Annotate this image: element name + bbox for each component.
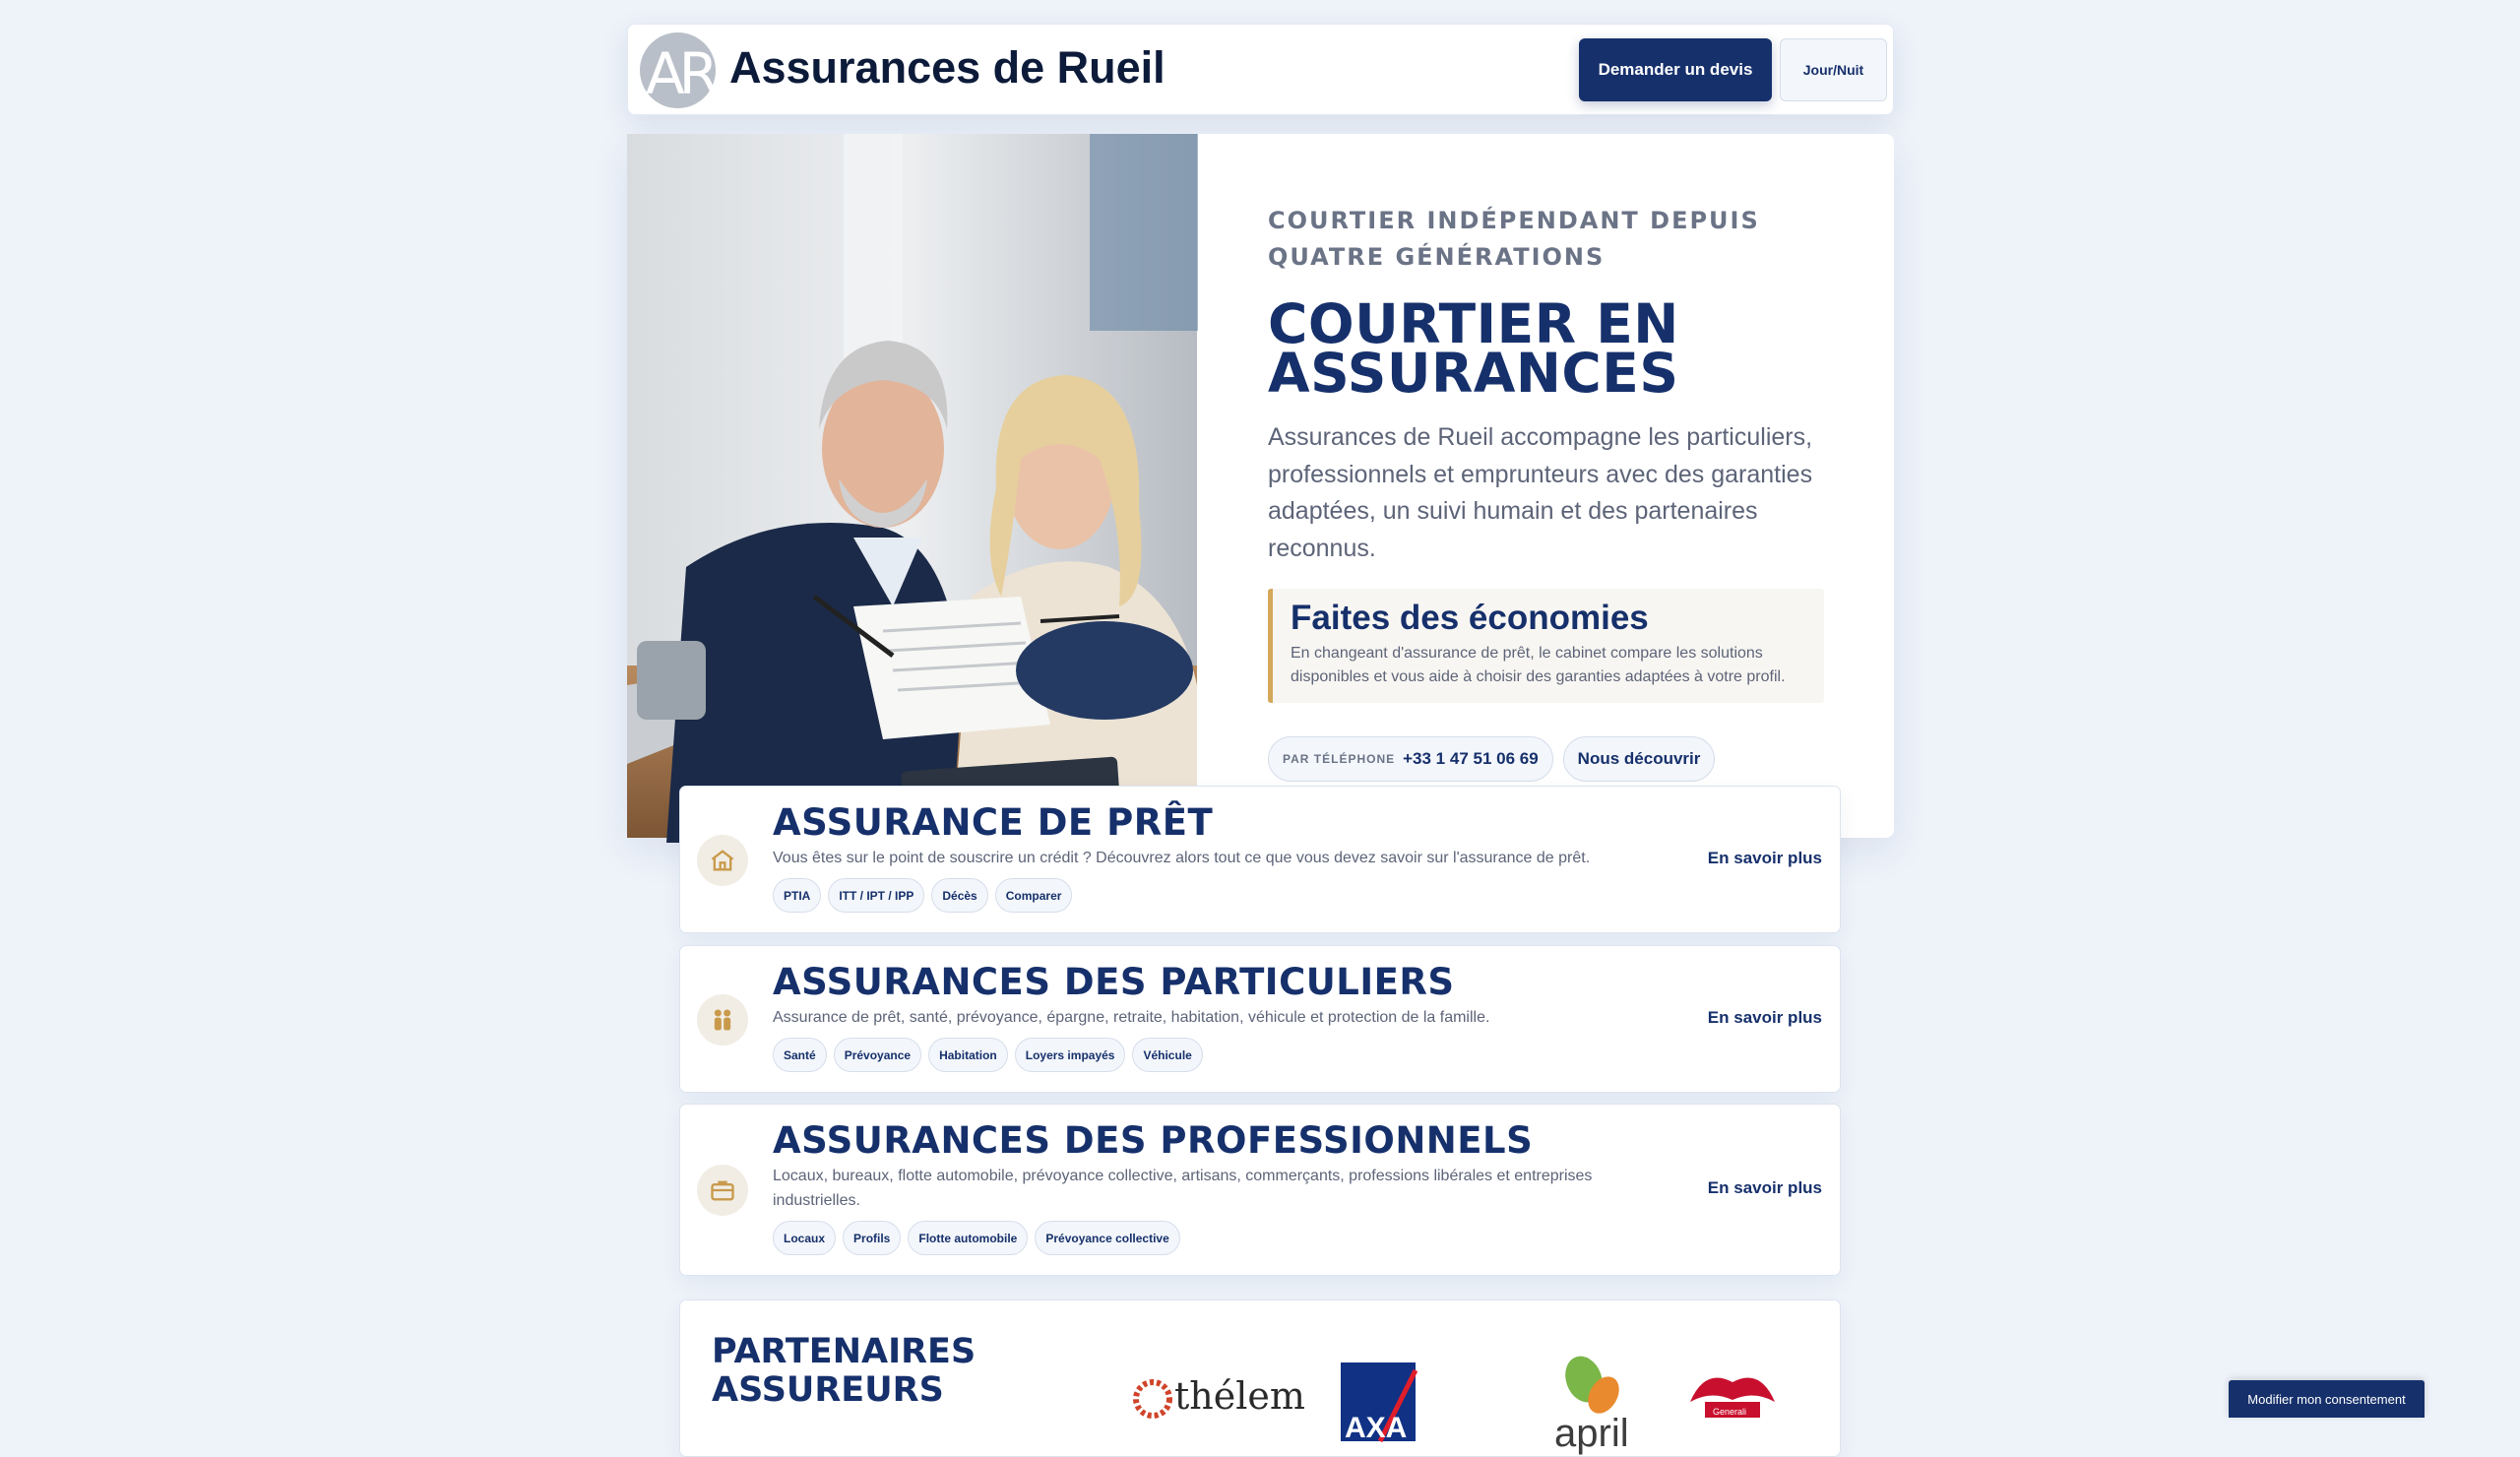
tag-deces[interactable]: Décès — [931, 878, 987, 913]
learn-more-link[interactable]: En savoir plus — [1707, 1178, 1822, 1197]
modify-consent-button[interactable]: Modifier mon consentement — [2229, 1380, 2425, 1418]
tag-prevoyance[interactable]: Prévoyance — [834, 1038, 921, 1072]
partner-logo-thelem[interactable] — [1131, 1369, 1305, 1424]
hero-title-line-1: COURTIER EN — [1268, 292, 1679, 355]
tag-sante[interactable]: Santé — [773, 1038, 827, 1072]
phone-number: +33 1 47 51 06 69 — [1403, 749, 1539, 768]
card-tags — [773, 1038, 1203, 1072]
savings-text: En changeant d'assurance de prêt, le cabinet compare les solutions disponibles et vous aide à choisir des garanties adaptées à votre profil. — [1291, 645, 1786, 685]
tag-profils[interactable]: Profils — [843, 1221, 901, 1255]
hero-title-line-2: ASSURANCES — [1268, 342, 1679, 405]
card-description: Assurance de prêt, santé, prévoyance, épargne, retraite, habitation, véhicule et protection de la famille. — [773, 1009, 1490, 1026]
card-description: Locaux, bureaux, flotte automobile, prévoyance collective, artisans, commerçants, professions libérales et entreprises industrielles. — [773, 1168, 1593, 1209]
partner-logo-april[interactable] — [1510, 1358, 1668, 1455]
partners-title: PARTENAIRES ASSUREURS — [712, 1332, 976, 1410]
couple-signing-illustration — [627, 134, 1197, 838]
tag-flotte-automobile[interactable]: Flotte automobile — [908, 1221, 1028, 1255]
hero-photo — [627, 134, 1197, 838]
hero-content — [1268, 203, 1858, 782]
tag-comparer[interactable]: Comparer — [995, 878, 1073, 913]
tag-prevoyance-collective[interactable]: Prévoyance collective — [1035, 1221, 1179, 1255]
tag-locaux[interactable]: Locaux — [773, 1221, 836, 1255]
card-title: ASSURANCE DE PRÊT — [773, 801, 1214, 844]
hero-section — [627, 134, 1894, 838]
card-description: Vous êtes sur le point de souscrire un crédit ? Découvrez alors tout ce que vous devez savoir sur l'assurance de prêt. — [773, 850, 1591, 866]
partner-name: Generali — [1713, 1407, 1747, 1417]
individual-insurance-card — [679, 945, 1841, 1093]
hero-description: Assurances de Rueil accompagne les particuliers, professionnels et emprunteurs avec des garanties adaptées, un suivi humain et des partenaires reconnus. — [1268, 423, 1813, 562]
card-title: ASSURANCES DES PARTICULIERS — [773, 961, 1455, 1003]
top-navbar — [627, 24, 1894, 115]
brand-logo[interactable] — [640, 32, 716, 108]
request-quote-button[interactable]: Demander un devis — [1579, 38, 1772, 101]
family-icon — [697, 994, 748, 1045]
tag-habitation[interactable]: Habitation — [928, 1038, 1008, 1072]
hero-eyebrow: COURTIER INDÉPENDANT DEPUIS QUATRE GÉNÉRATIONS — [1268, 207, 1760, 271]
loan-insurance-card — [679, 786, 1841, 933]
partner-name: thélem — [1174, 1374, 1305, 1418]
partner-logo-generali[interactable] — [1685, 1362, 1780, 1426]
card-tags — [773, 1221, 1180, 1255]
tag-vehicule[interactable]: Véhicule — [1132, 1038, 1202, 1072]
partner-name: april — [1554, 1412, 1629, 1455]
savings-callout — [1268, 589, 1824, 703]
brand-name[interactable]: Assurances de Rueil — [729, 42, 1166, 93]
hero-title — [1268, 292, 1858, 405]
tag-loyers-impayes[interactable]: Loyers impayés — [1015, 1038, 1126, 1072]
phone-link[interactable] — [1268, 736, 1553, 782]
partner-name: AXA — [1345, 1412, 1408, 1444]
hero-actions — [1268, 736, 1858, 782]
day-night-toggle-button[interactable]: Jour/Nuit — [1780, 38, 1887, 101]
learn-more-link[interactable]: En savoir plus — [1707, 849, 1822, 867]
partner-logo-axa[interactable] — [1341, 1362, 1416, 1446]
home-icon — [697, 835, 748, 886]
logo-letters: AR — [646, 40, 713, 107]
briefcase-icon — [697, 1165, 748, 1216]
card-title: ASSURANCES DES PROFESSIONNELS — [773, 1119, 1534, 1162]
savings-title: Faites des économies — [1291, 599, 1649, 637]
learn-more-link[interactable]: En savoir plus — [1707, 1008, 1822, 1027]
professional-insurance-card — [679, 1104, 1841, 1276]
partners-section — [679, 1299, 1841, 1457]
discover-us-button[interactable]: Nous découvrir — [1563, 736, 1716, 782]
phone-label: PAR TÉLÉPHONE — [1283, 752, 1396, 766]
card-tags — [773, 878, 1072, 913]
tag-itt-ipt-ipp[interactable]: ITT / IPT / IPP — [828, 878, 924, 913]
tag-ptia[interactable]: PTIA — [773, 878, 821, 913]
